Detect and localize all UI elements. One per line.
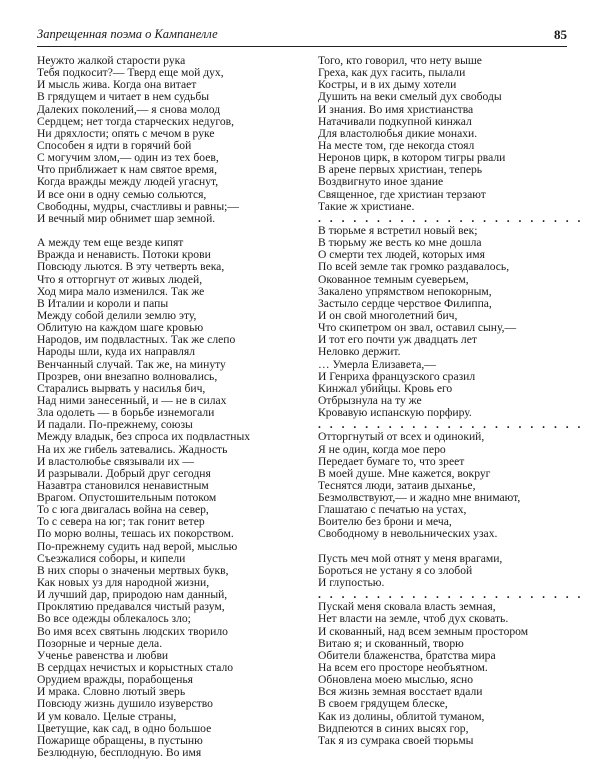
poem-line: Способен я идти в горячий бой bbox=[37, 138, 192, 152]
poem-line: Проклятию предавался чистый разум, bbox=[37, 600, 225, 614]
poem-line: Тебя подкосит?— Тверд еще мой дух, bbox=[37, 66, 224, 80]
poem-line: И лучший дар, природою нам данный, bbox=[37, 588, 228, 602]
poem-line: Обители блаженства, братства мира bbox=[318, 648, 496, 662]
poem-line: Закалено упрямством непокорным, bbox=[318, 284, 492, 298]
poem-line: Между собой делили землю эту, bbox=[37, 308, 197, 322]
poem-line: Пожарище обращены, в пустыню bbox=[37, 733, 203, 747]
poem-line: И знания. Во имя христианства bbox=[318, 102, 474, 116]
poem-line: … Умерла Елизавета,— bbox=[318, 357, 436, 371]
poem-line: Я не один, когда мое перо bbox=[318, 442, 446, 456]
poem-line: Неловко держит. bbox=[318, 345, 401, 359]
poem-line: Отторгнутый от всех и одинокий, bbox=[318, 430, 485, 444]
poem-line: Застыло сердце черствое Филиппа, bbox=[318, 296, 492, 310]
poem-line: По морю волны, тешась их покорством. bbox=[37, 527, 234, 541]
right-stanza-1 bbox=[318, 55, 570, 213]
poem-line: Назавтра становился ненавистным bbox=[37, 478, 209, 492]
poem-line: Видпеются в синих высях гор, bbox=[318, 721, 469, 735]
poem-line: Священное, где христиан терзают bbox=[318, 187, 486, 201]
poem-line: Повсюду льются. В эту четверть века, bbox=[37, 260, 225, 274]
poem-line: Вражда и ненависть. Потоки крови bbox=[37, 248, 211, 262]
poem-line: Кинжал убийцы. Кровь его bbox=[318, 381, 453, 395]
poem-line: Врагом. Опустошительным потоком bbox=[37, 491, 217, 505]
poem-line: Неронов цирк, в котором тигры рвали bbox=[318, 151, 506, 165]
poem-line: На всем его просторе необъятном. bbox=[318, 661, 488, 675]
poem-line: И все они в одну семью сольются, bbox=[37, 187, 207, 201]
poem-line: Воителю без брони и меча, bbox=[318, 515, 452, 529]
poem-line: И глупостью. bbox=[318, 576, 385, 590]
right-stanza-4 bbox=[318, 553, 570, 589]
poem-line: О смерти тех людей, которых имя bbox=[318, 248, 485, 262]
poem-line: А между тем еще везде кипят bbox=[37, 236, 184, 250]
poem-line: Повсюду жизнь душило изуверство bbox=[37, 697, 213, 711]
poem-line: Позорные и черные дела. bbox=[37, 636, 163, 650]
poem-line: Передает бумаге то, что зреет bbox=[318, 454, 465, 468]
poem-line: В тюрьме я встретил новый век; bbox=[318, 223, 478, 237]
right-stanza-3 bbox=[318, 431, 570, 540]
poem-line: И мысль жива. Когда она витает bbox=[37, 78, 197, 92]
poem-line: Во имя всех святынь людских творило bbox=[37, 624, 228, 638]
poem-line: Народы шли, куда их направлял bbox=[37, 345, 196, 359]
poem-line: Душить на веки смелый дух свободы bbox=[318, 90, 502, 104]
poem-line: Того, кто говорил, что нету выше bbox=[318, 54, 482, 67]
poem-line: На месте том, где некогда стоял bbox=[318, 138, 475, 152]
poem-line: Далеких поколений,— я снова молод bbox=[37, 102, 221, 116]
section-divider: . . . . . . . . . . . . . . . . . . . . . . . bbox=[318, 211, 584, 225]
poem-line: Теснятся люди, затаив дыханье, bbox=[318, 478, 476, 492]
poem-line: Венчанный случай. Так же, на минуту bbox=[37, 357, 226, 371]
poem-line: По-прежнему судить над верой, мыслью bbox=[37, 539, 238, 553]
poem-line: Облитую на каждом шаге кровью bbox=[37, 321, 204, 335]
right-column bbox=[318, 54, 584, 747]
poem-line: Между владык, без спроса их подвластных bbox=[37, 430, 251, 444]
poem-line: Как новых уз для народной жизни, bbox=[37, 576, 210, 590]
poem-line: Нет власти на земле, чтоб дух сковать. bbox=[318, 612, 509, 626]
poem-line: Так я из сумрака своей тюрьмы bbox=[318, 733, 474, 747]
poem-line: Такие ж христиане. bbox=[318, 199, 415, 213]
poem-line: Что я отторгнут от живых людей, bbox=[37, 272, 203, 286]
poem-line: В тюрьму же весть ко мне дошла bbox=[318, 236, 482, 250]
running-title: Запрещенная поэма о Кампанелле bbox=[37, 27, 218, 41]
poem-line: Что скипетром он звал, оставил сыну,— bbox=[318, 321, 517, 335]
page-header bbox=[37, 27, 567, 43]
header-rule bbox=[37, 46, 567, 47]
poem-line: И он свой многолетний бич, bbox=[318, 308, 458, 322]
stanza-gap bbox=[318, 541, 570, 553]
poem-line: И тот его почти уж двадцать лет bbox=[318, 333, 477, 347]
poem-line: И скованный, над всем земным простором bbox=[318, 624, 529, 638]
page-number: 85 bbox=[554, 27, 567, 42]
poem-line: И Генриха французского сразил bbox=[318, 369, 476, 383]
poem-line: В грядущем и читает в нем судьбы bbox=[37, 90, 210, 104]
poem-line: Над ними занесенный, и — не в силах bbox=[37, 393, 227, 407]
poem-line: И разрывали. Добрый друг сегодня bbox=[37, 466, 211, 480]
poem-line: Пусть меч мой отнят у меня врагами, bbox=[318, 551, 503, 565]
poem-line: Во все одежды облекалось зло; bbox=[37, 612, 191, 626]
poem-line: Вся жизнь земная восстает вдали bbox=[318, 685, 483, 699]
poem-line: Старались вырвать у насилья бич, bbox=[37, 381, 206, 395]
poem-line: Натачивали подкупной кинжал bbox=[318, 114, 472, 128]
poem-line: Греха, как дух гасить, пылали bbox=[318, 66, 466, 80]
poem-line: Костры, и в их дыму хотели bbox=[318, 78, 457, 92]
poem-line: В Италии и короли и папы bbox=[37, 296, 169, 310]
poem-line: Отбрызнула на ту же bbox=[318, 393, 422, 407]
poem-line: Окованное темным суевеpьем, bbox=[318, 272, 469, 286]
poem-line: Свободны, мудры, счастливы и равны;— bbox=[37, 199, 239, 213]
left-stanza-1 bbox=[37, 55, 280, 225]
poem-line: Бороться не устану я со злобой bbox=[318, 563, 473, 577]
left-column bbox=[37, 55, 280, 759]
poem-line: Кровавую испанскую порфиру. bbox=[318, 406, 472, 420]
poem-line: Ученье равенства и любви bbox=[37, 648, 169, 662]
poem-line: И вечный мир обнимет шар земной. bbox=[37, 211, 216, 225]
poem-line: Глашатаю с печатью на устах, bbox=[318, 503, 467, 517]
poem-line: По всей земле так громко раздавалось, bbox=[318, 260, 510, 274]
poem-line: Неужто жалкой старости рука bbox=[37, 54, 186, 67]
poem-line: Орудием вражды, порабощенья bbox=[37, 673, 194, 687]
poem-line: Цветущие, как сад, в одно большое bbox=[37, 721, 212, 735]
poem-line: Безмолвствуют,— и жадно мне внимают, bbox=[318, 491, 521, 505]
poem-line: Что приближает к нам святое время, bbox=[37, 163, 218, 177]
poem-line: Когда вражды между людей угаснут, bbox=[37, 175, 219, 189]
poem-line: Зла одолеть — в борьбе изнемогали bbox=[37, 406, 215, 420]
poem-line: Народов, им подвластных. Так же слепо bbox=[37, 333, 236, 347]
poem-line: И ум ковало. Целые страны, bbox=[37, 709, 177, 723]
poem-line: Витаю я; и скованный, творю bbox=[318, 636, 464, 650]
poem-line: Ни дряхлости; опять с мечом в руке bbox=[37, 126, 215, 140]
poem-line: Для властолюбья дикие монахи. bbox=[318, 126, 478, 140]
poem-line: На их же гибель затевались. Жадность bbox=[37, 442, 228, 456]
poem-line: В своем грядущем блеске, bbox=[318, 697, 448, 711]
poem-line: Съезжалися соборы, и кипели bbox=[37, 551, 186, 565]
section-divider: . . . . . . . . . . . . . . . . . . . . . . . bbox=[318, 418, 584, 432]
poem-line: И властолюбье связывали их — bbox=[37, 454, 195, 468]
poem-line: Свободному в невольнических узах. bbox=[318, 527, 498, 541]
poem-line: Пускай меня сковала власть земная, bbox=[318, 600, 496, 614]
poem-line: Безлюдную, бесплодную. Во имя bbox=[37, 746, 202, 760]
poem-line: Обновлена моею мыслью, ясно bbox=[318, 673, 474, 687]
section-divider: . . . . . . . . . . . . . . . . . . . . . . . bbox=[318, 588, 584, 602]
poem-line: Прозрев, они внезапно волновались, bbox=[37, 369, 218, 383]
poem-line: С могучим злом,— один из тех боев, bbox=[37, 151, 219, 165]
poem-line: И мрака. Словно лютый зверь bbox=[37, 685, 186, 699]
left-stanza-2 bbox=[37, 237, 280, 759]
poem-line: Как из долины, облитой туманом, bbox=[318, 709, 485, 723]
poem-line: В сердцах нечистых и корыстных стало bbox=[37, 661, 234, 675]
poem-line: В моей душе. Мне кажется, вокруг bbox=[318, 466, 491, 480]
poem-line: Сердцем; нет тогда старческих недугов, bbox=[37, 114, 234, 128]
poem-line: Ход мира мало изменился. Так же bbox=[37, 284, 205, 298]
poem-line: То с юга двигалась война на север, bbox=[37, 503, 209, 517]
poem-line: И падали. По-прежнему, союзы bbox=[37, 418, 193, 432]
right-stanza-2 bbox=[318, 225, 570, 419]
poem-line: Воздвигнуто иное здание bbox=[318, 175, 444, 189]
poem-line: То с севера на юг; так гонит ветер bbox=[37, 515, 205, 529]
poem-line: В них споры о значеньи мертвых букв, bbox=[37, 563, 229, 577]
right-stanza-5 bbox=[318, 601, 570, 747]
poem-line: В арене первых христиан, теперь bbox=[318, 163, 483, 177]
